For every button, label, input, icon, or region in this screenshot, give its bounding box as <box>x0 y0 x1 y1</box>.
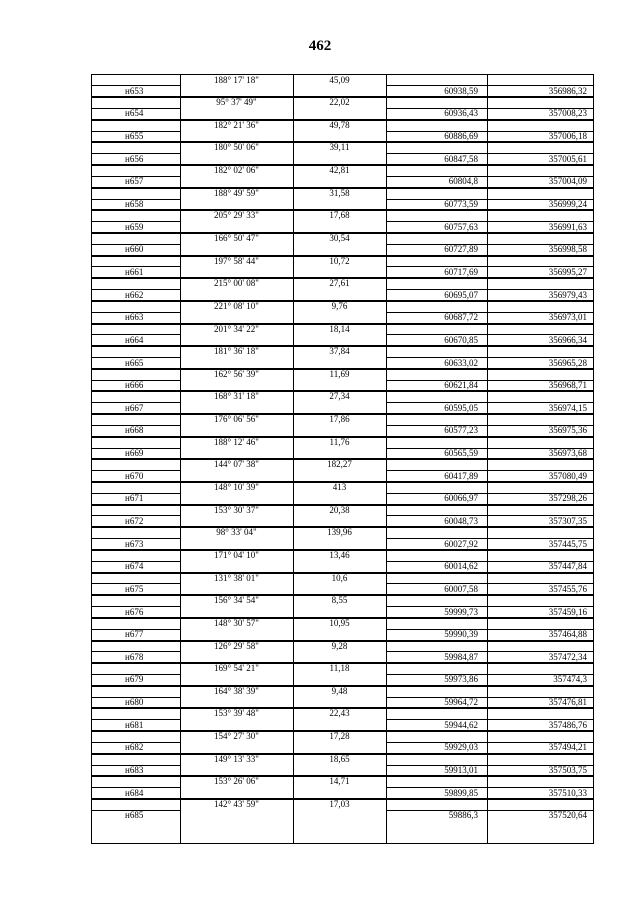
segment-length: 27,34 <box>329 391 350 402</box>
coordinate-y: 357503,75 <box>548 765 587 776</box>
segment-length: 17,28 <box>329 731 350 742</box>
segment-length: 17,68 <box>329 210 350 221</box>
coordinate-y: 356973,68 <box>548 448 587 459</box>
coordinate-y: 356968,71 <box>548 380 587 391</box>
bearing-angle: 168° 31' 18" <box>214 391 259 402</box>
bearing-angle: 95° 37' 49" <box>216 97 257 108</box>
coordinate-x: 59973,86 <box>444 674 478 685</box>
bearing-angle: 181° 36' 18" <box>214 346 259 357</box>
bearing-angle: 215° 00' 08" <box>214 278 259 289</box>
coordinate-x: 60727,89 <box>444 244 478 255</box>
segment-length: 139,96 <box>327 527 352 538</box>
point-id: н656 <box>125 153 144 164</box>
coordinate-x: 59899,85 <box>444 787 478 798</box>
coordinate-x: 59929,03 <box>444 742 478 753</box>
coordinate-x: 59984,87 <box>444 651 478 662</box>
point-id: н669 <box>125 448 144 459</box>
point-id: н670 <box>125 470 144 481</box>
coordinate-x: 59999,73 <box>444 606 478 617</box>
coordinate-y: 357476,81 <box>548 697 587 708</box>
point-id: н682 <box>125 742 144 753</box>
segment-length: 10,6 <box>331 572 348 583</box>
segment-length: 22,43 <box>329 708 350 719</box>
segment-length: 182,27 <box>327 459 352 470</box>
segment-length: 39,11 <box>329 142 350 153</box>
bearing-angle: 182° 02' 06" <box>214 165 259 176</box>
coordinate-y: 356973,01 <box>548 312 587 323</box>
coordinate-x: 60417,89 <box>444 470 478 481</box>
point-id: н667 <box>125 402 144 413</box>
coordinate-y: 356966,34 <box>548 334 587 345</box>
bearing-angle: 98° 33' 04" <box>216 527 257 538</box>
bearing-angle: 144° 07' 38" <box>214 459 259 470</box>
point-id: н662 <box>125 289 144 300</box>
coordinate-y: 356991,63 <box>548 221 587 232</box>
point-id: н659 <box>125 221 144 232</box>
page-number: 462 <box>308 38 332 54</box>
point-id: н654 <box>125 108 144 119</box>
coordinate-y: 357455,76 <box>548 583 587 594</box>
segment-length: 13,46 <box>329 549 350 560</box>
point-id: н657 <box>125 176 144 187</box>
bearing-angle: 153° 26' 06" <box>214 776 259 787</box>
coordinate-x: 59913,01 <box>444 765 478 776</box>
segment-length: 17,86 <box>329 414 350 425</box>
point-id: н668 <box>125 425 144 436</box>
coordinate-y: 356975,36 <box>548 425 587 436</box>
coordinate-y: 357494,21 <box>548 742 587 753</box>
coordinate-x: 60577,23 <box>444 425 478 436</box>
point-id: н660 <box>125 244 144 255</box>
coordinate-y: 356979,43 <box>548 289 587 300</box>
coordinate-x: 60048,73 <box>444 515 478 526</box>
bearing-angle: 162° 56' 39" <box>214 368 259 379</box>
segment-length: 45,09 <box>329 74 350 85</box>
coordinate-x: 60066,97 <box>444 493 478 504</box>
coordinate-x: 59886,3 <box>448 810 478 821</box>
segment-length: 18,14 <box>329 323 350 334</box>
point-id: н666 <box>125 380 144 391</box>
coordinate-y: 357445,75 <box>548 538 587 549</box>
bearing-angle: 171° 04' 10" <box>214 549 259 560</box>
coordinate-y: 356986,32 <box>548 85 587 96</box>
coordinate-y: 357474,3 <box>553 674 587 685</box>
bearing-angle: 180° 50' 06" <box>214 142 259 153</box>
coordinate-x: 60938,59 <box>444 85 478 96</box>
bearing-angle: 148° 10' 39" <box>214 482 259 493</box>
coordinate-y: 356998,58 <box>548 244 587 255</box>
coordinate-x: 60621,84 <box>444 380 478 391</box>
point-id: н655 <box>125 131 144 142</box>
point-id: н663 <box>125 312 144 323</box>
segment-length: 20,38 <box>329 504 350 515</box>
coordinate-y: 357510,33 <box>548 787 587 798</box>
bearing-angle: 188° 17' 18" <box>214 74 259 85</box>
bearing-angle: 166° 50' 47" <box>214 232 259 243</box>
segment-length: 30,54 <box>329 232 350 243</box>
bearing-angle: 169° 54' 21" <box>214 663 259 674</box>
bearing-angle: 201° 34' 22" <box>214 323 259 334</box>
point-id: н680 <box>125 697 144 708</box>
coordinate-y: 357520,64 <box>548 810 587 821</box>
segment-length: 11,76 <box>329 436 350 447</box>
bearing-angle: 197° 58' 44" <box>214 255 259 266</box>
segment-length: 8,55 <box>331 595 348 606</box>
coordinate-x: 60595,05 <box>444 402 478 413</box>
coordinate-x: 59990,39 <box>444 629 478 640</box>
bearing-angle: 148° 30' 57" <box>214 617 259 628</box>
coordinate-x: 60027,92 <box>444 538 478 549</box>
segment-length: 22,02 <box>329 97 350 108</box>
segment-length: 17,03 <box>329 798 350 809</box>
coordinate-x: 60717,69 <box>444 266 478 277</box>
bearing-angle: 131° 38' 01" <box>214 572 259 583</box>
segment-length: 11,18 <box>329 663 350 674</box>
coordinate-x: 60847,58 <box>444 153 478 164</box>
coordinate-x: 60633,02 <box>444 357 478 368</box>
point-id: н681 <box>125 719 144 730</box>
segment-length: 37,84 <box>329 346 350 357</box>
coordinate-y: 356999,24 <box>548 199 587 210</box>
coordinate-x: 60687,72 <box>444 312 478 323</box>
boundary-points-table <box>91 74 594 844</box>
point-id: н673 <box>125 538 144 549</box>
coordinate-y: 357447,84 <box>548 561 587 572</box>
bearing-angle: 176° 06' 56" <box>214 414 259 425</box>
point-id: н672 <box>125 515 144 526</box>
coordinate-y: 356995,27 <box>548 266 587 277</box>
segment-length: 27,61 <box>329 278 350 289</box>
point-id: н678 <box>125 651 144 662</box>
point-id: н665 <box>125 357 144 368</box>
coordinate-x: 60757,63 <box>444 221 478 232</box>
point-id: н684 <box>125 787 144 798</box>
coordinate-x: 59944,62 <box>444 719 478 730</box>
coordinate-y: 357459,16 <box>548 606 587 617</box>
bearing-angle: 126° 29' 58" <box>214 640 259 651</box>
table-bottom-border <box>91 843 594 844</box>
bearing-angle: 153° 39' 48" <box>214 708 259 719</box>
bearing-angle: 188° 12' 46" <box>214 436 259 447</box>
coordinate-x: 60014,62 <box>444 561 478 572</box>
coordinate-y: 357472,34 <box>548 651 587 662</box>
coordinate-x: 60007,58 <box>444 583 478 594</box>
bearing-angle: 221° 08' 10" <box>214 300 259 311</box>
coordinate-x: 60670,85 <box>444 334 478 345</box>
segment-length: 42,81 <box>329 165 350 176</box>
bearing-angle: 142° 43' 59" <box>214 798 259 809</box>
point-id: н677 <box>125 629 144 640</box>
bearing-angle: 149° 13' 33" <box>214 753 259 764</box>
point-id: н685 <box>125 810 144 821</box>
segment-length: 9,48 <box>331 685 348 696</box>
coordinate-y: 357464,88 <box>548 629 587 640</box>
coordinate-x: 60936,43 <box>444 108 478 119</box>
coordinate-y: 357298,26 <box>548 493 587 504</box>
coordinate-y: 357486,76 <box>548 719 587 730</box>
segment-length: 14,71 <box>329 776 350 787</box>
segment-length: 9,76 <box>331 300 348 311</box>
segment-length: 18,65 <box>329 753 350 764</box>
coordinate-y: 357005,61 <box>548 153 587 164</box>
bearing-angle: 205° 29' 33" <box>214 210 259 221</box>
coordinate-y: 356965,28 <box>548 357 587 368</box>
coordinate-x: 60886,69 <box>444 131 478 142</box>
coordinate-y: 357006,18 <box>548 131 587 142</box>
coordinate-x: 60565,59 <box>444 448 478 459</box>
coordinate-x: 60695,07 <box>444 289 478 300</box>
coordinate-x: 60804,8 <box>448 176 478 187</box>
segment-length: 10,95 <box>329 617 350 628</box>
point-id: н676 <box>125 606 144 617</box>
coordinate-x: 60773,59 <box>444 199 478 210</box>
coordinate-y: 357004,09 <box>548 176 587 187</box>
coordinate-y: 357307,35 <box>548 515 587 526</box>
coordinate-y: 357080,49 <box>548 470 587 481</box>
bearing-angle: 156° 34' 54" <box>214 595 259 606</box>
point-id: н679 <box>125 674 144 685</box>
point-id: н675 <box>125 583 144 594</box>
segment-length: 413 <box>332 482 347 493</box>
point-id: н664 <box>125 334 144 345</box>
bearing-angle: 153° 30' 37" <box>214 504 259 515</box>
bearing-angle: 182° 21' 36" <box>214 119 259 130</box>
bearing-angle: 188° 49' 59" <box>214 187 259 198</box>
point-id: н683 <box>125 765 144 776</box>
segment-length: 10,72 <box>329 255 350 266</box>
segment-length: 49,78 <box>329 119 350 130</box>
coordinate-y: 356974,15 <box>548 402 587 413</box>
coordinate-x: 59964,72 <box>444 697 478 708</box>
segment-length: 31,58 <box>329 187 350 198</box>
bearing-angle: 154° 27' 30" <box>214 731 259 742</box>
coordinate-y: 357008,23 <box>548 108 587 119</box>
point-id: н658 <box>125 199 144 210</box>
bearing-angle: 164° 38' 39" <box>214 685 259 696</box>
point-id: н653 <box>125 85 144 96</box>
segment-length: 11,69 <box>329 368 350 379</box>
segment-length: 9,28 <box>331 640 348 651</box>
point-id: н671 <box>125 493 144 504</box>
point-id: н661 <box>125 266 144 277</box>
point-id: н674 <box>125 561 144 572</box>
